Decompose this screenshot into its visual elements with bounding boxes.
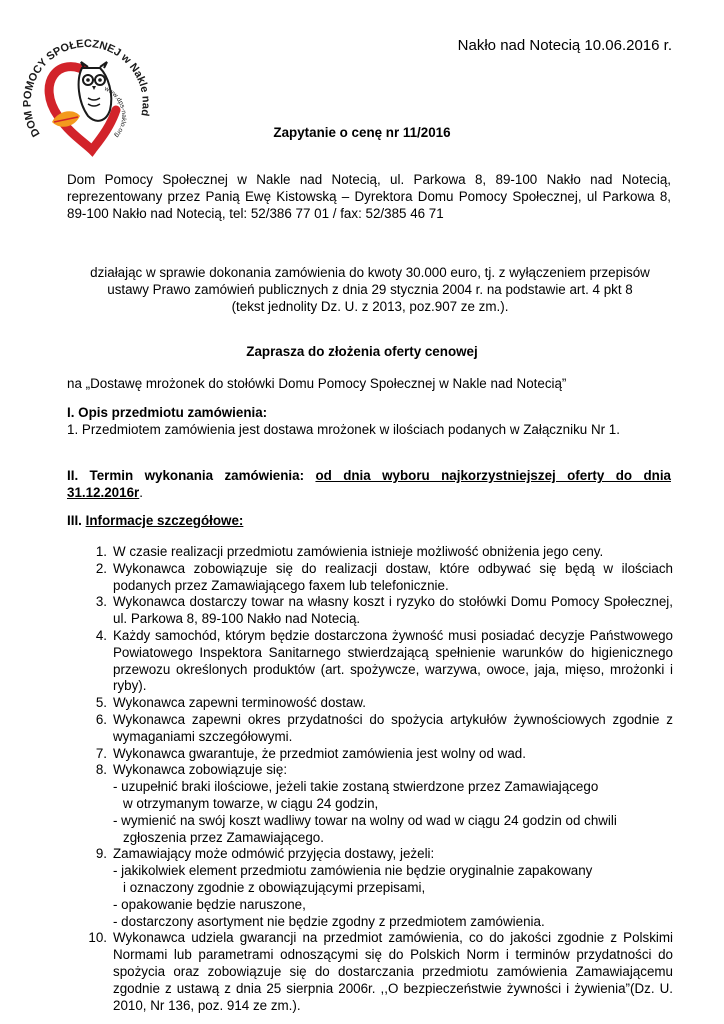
place-date: Nakło nad Notecią 10.06.2016 r.: [457, 37, 672, 54]
section-3-title: Informacje szczegółowe:: [85, 513, 244, 528]
item-text: Wykonawca zobowiązuje się:: [113, 762, 288, 778]
item-text: Każdy samochód, którym będzie dostarczona żywność musi posiadać decyzje Państwowego Powiatowego Inspektora Sanitarnego stwierdzającą spełnienie warunków do higienicznego przewozu określonych produktów (art. spożywcze, warzywa, owoce, jaja, mięso, mrożonki i ryby).: [113, 627, 673, 694]
item-number: 8.: [95, 762, 107, 778]
item-text: Wykonawca gwarantuje, że przedmiot zamówienia jest wolny od wad.: [113, 745, 526, 761]
sub-item-cont: zgłoszenia przez Zamawiającego.: [123, 829, 324, 845]
list-item: [83, 762, 673, 846]
sub-item: - wymienić na swój koszt wadliwy towar na wolny od wad w ciągu 24 godzin od chwili: [113, 812, 617, 828]
item-text: W czasie realizacji przedmiotu zamówienia istnieje możliwość obniżenia jego ceny.: [113, 544, 604, 559]
list-item: [83, 930, 673, 1014]
section-3-heading: [67, 513, 243, 528]
dps-logo: [18, 24, 156, 164]
logo-graphic: [18, 24, 156, 164]
item-text: Wykonawca dostarczy towar na własny koszt i ryzyko do stołówki Domu Pomocy Społecznej, ul. Parkowa 8, 89-100 Nakło nad Notecią.: [113, 594, 673, 627]
legal-basis-paragraph: działając w sprawie dokonania zamówienia do kwoty 30.000 euro, tj. z wyłączeniem przepisów ustawy Prawo zamówień publicznych z dnia 29 stycznia 2004 r. na podstawie art. 4 pkt 8 (tekst jednolity Dz. U. z 2013, poz.907 ze zm.).: [90, 265, 650, 314]
item-text: Wykonawca udziela gwarancji na przedmiot zamówienia, co do jakości zgodnie z Polskimi Normami lub parametrami odnoszącymi się do Polskich Norm i terminów przydatności do spożycia oraz zobowiązuje się do dostarczania przedmiotu zamówienia Zamawiającemu zgodnie z ustawą z dnia 25 sierpnia 2006r. ,,O bezpieczeństwie żywności i żywienia”(Dz. U. 2010, Nr 136, poz. 914 ze zm.).: [113, 930, 673, 1013]
item-number: 9.: [95, 846, 107, 862]
intro-paragraph: Dom Pomocy Społecznej w Nakle nad Notecią, ul. Parkowa 8, 89-100 Nakło nad Notecią, reprezentowany przez Panią Ewę Kistowską – Dyrektora Domu Pomocy Społecznej, ul Parkowa 8, 89-100 Nakło nad Notecią, tel: 52/386 77 01 / fax: 52/385 46 71: [67, 172, 671, 221]
logo-arc-text: DOM POMOCY SPOŁECZNEJ w Nakle nad: [21, 37, 152, 139]
list-item: [83, 628, 673, 695]
item-number: 7.: [95, 745, 107, 761]
section-2-tail: .: [139, 485, 143, 500]
item-number: 6.: [95, 711, 107, 727]
sub-item-cont: i oznaczony zgodnie z obowiązującymi przepisami,: [123, 879, 426, 895]
list-item: [83, 544, 673, 561]
sub-item-cont: w otrzymanym towarze, w ciągu 24 godzin,: [123, 795, 379, 811]
details-list: [83, 544, 673, 1014]
list-item: [83, 846, 673, 930]
section-2: [67, 467, 671, 501]
sub-item: - dostarczony asortyment nie będzie zgodny z przedmiotem zamówienia.: [113, 913, 545, 929]
section-2-value: od dnia wyboru najkorzystniejszej oferty do dnia 31.12.2016r: [67, 468, 671, 500]
section-1-heading: I. Opis przedmiotu zamówienia:: [67, 405, 268, 420]
item-text: Zamawiający może odmówić przyjęcia dostawy, jeżeli:: [113, 846, 435, 862]
item-number: 5.: [95, 695, 107, 711]
item-text: Wykonawca zobowiązuje się do realizacji dostaw, które odbywać się będą w ilościach podanych przez Zamawiającego faxem lub telefonicznie.: [113, 560, 673, 593]
document-title: Zapytanie o cenę nr 11/2016: [273, 125, 451, 140]
logo-url-text: www.dps-naklo.org: [103, 85, 128, 139]
item-text: Wykonawca zapewni okres przydatności do spożycia artykułów żywnościowych zgodnie z wymaganiami szczegółowymi.: [113, 711, 673, 744]
list-item: [83, 712, 673, 746]
list-item: [83, 695, 673, 712]
item-number: 3.: [95, 594, 107, 610]
sub-item: - uzupełnić braki ilościowe, jeżeli takie zostaną stwierdzone przez Zamawiającego: [113, 779, 599, 795]
item-text: Wykonawca zapewni terminowość dostaw.: [113, 695, 366, 711]
section-3-prefix: III.: [67, 513, 86, 528]
section-1-text: 1. Przedmiotem zamówienia jest dostawa mrożonek w ilościach podanych w Załączniku Nr 1.: [67, 422, 620, 437]
sub-item: - jakikolwiek element przedmiotu zamówienia nie będzie oryginalnie zapakowany: [113, 863, 593, 879]
sub-item: - opakowanie będzie naruszone,: [113, 896, 306, 912]
list-item: [83, 746, 673, 763]
item-number: 10.: [88, 930, 107, 946]
item-number: 2.: [95, 560, 107, 576]
item-number: 1.: [95, 544, 107, 559]
list-item: [83, 594, 673, 628]
item-number: 4.: [95, 627, 107, 643]
subject-line: na „Dostawę mrożonek do stołówki Domu Pomocy Społecznej w Nakle nad Notecią”: [67, 376, 567, 391]
section-2-label: II. Termin wykonania zamówienia:: [67, 468, 316, 483]
invite-heading: Zaprasza do złożenia oferty cenowej: [246, 344, 478, 359]
list-item: [83, 561, 673, 595]
